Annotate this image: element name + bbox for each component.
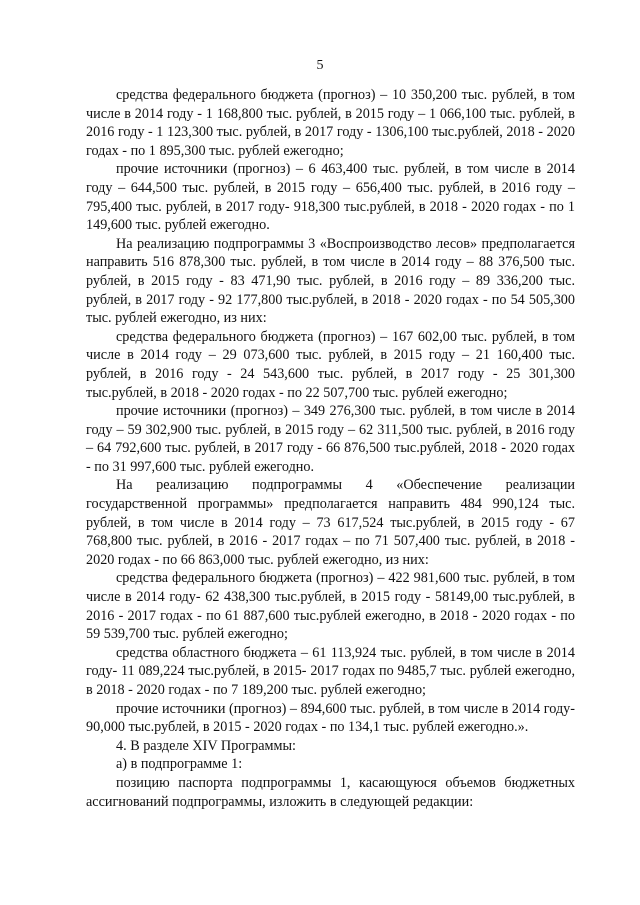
paragraph: прочие источники (прогноз) – 894,600 тыс. рублей, в том числе в 2014 году- 90,000 тыс.рублей, в 2015 - 2020 годах - по 134,1 тыс. рублей ежегодно.». [86,700,575,736]
paragraph: прочие источники (прогноз) – 6 463,400 тыс. рублей, в том числе в 2014 году – 644,500 тыс. рублей, в 2015 году – 656,400 тыс. рублей, в 2016 году – 795,400 тыс. рублей, в 2017 году- 918,300 тыс.рублей, в 2018 - 2020 годах - по 1 149,600 тыс. рублей ежегодно. [86,161,575,234]
subsection-heading: а) в подпрограмме 1: [116,756,243,773]
paragraph: На реализацию подпрограммы 4 «Обеспечение реализации государственной программы» предполагается направить 484 990,124 тыс. рублей, в том числе в 2014 году – 73 617,524 тыс.рублей, в 2015 году - 67 768,800 тыс. рублей, в 2016 - 2017 годах – по 71 507,400 тыс. рублей, в 2018 - 2020 годах - по 66 863,000 тыс. рублей ежегодно, из них: [86,477,575,568]
paragraph: На реализацию подпрограммы 3 «Воспроизводство лесов» предполагается направить 516 878,300 тыс. рублей, в том числе в 2014 году – 88 376,500 тыс. рублей, в 2015 году - 83 471,90 тыс. рублей, в 2016 году – 89 336,200 тыс. рублей, в 2017 году - 92 177,800 тыс.рублей, в 2018 - 2020 годах - по 54 505,300 тыс. рублей ежегодно, из них: [86,235,575,327]
paragraph: средства областного бюджета – 61 113,924 тыс. рублей, в том числе в 2014 году- 11 089,224 тыс.рублей, в 2015- 2017 годах по 9485,7 тыс. рублей ежегодно, в 2018 - 2020 годах - по 7 189,200 тыс. рублей ежегодно; [86,644,575,698]
paragraph: позицию паспорта подпрограммы 1, касающуюся объемов бюджетных ассигнований подпрограммы, изложить в следующей редакции: [86,774,575,810]
paragraph: прочие источники (прогноз) – 349 276,300 тыс. рублей, в том числе в 2014 году – 59 302,900 тыс. рублей, в 2015 году – 62 311,500 тыс. рублей, в 2016 году – 64 792,600 тыс. рублей, в 2017 году - 66 876,500 тыс.рублей, 2018 - 2020 годах - по 31 997,600 тыс. рублей ежегодно. [86,403,575,475]
paragraph: средства федерального бюджета (прогноз) – 10 350,200 тыс. рублей, в том числе в 2014 году - 1 168,800 тыс. рублей, в 2015 году – 1 066,100 тыс. рублей, в 2016 году - 1 123,300 тыс. рублей, в 2017 году - 1306,100 тыс.рублей, 2018 - 2020 годах - по 1 895,300 тыс. рублей ежегодно; [86,87,575,159]
paragraph: средства федерального бюджета (прогноз) – 167 602,00 тыс. рублей, в том числе в 2014 году – 29 073,600 тыс. рублей, в 2015 году – 21 160,400 тыс. рублей, в 2016 году - 24 543,600 тыс. рублей, в 2017 году - 25 301,300 тыс.рублей, в 2018 - 2020 годах - по 22 507,700 тыс. рублей ежегодно; [86,328,575,401]
page-number: 5 [316,58,324,73]
paragraph: средства федерального бюджета (прогноз) – 422 981,600 тыс. рублей, в том числе в 2014 году- 62 438,300 тыс.рублей, в 2015 году - 58149,00 тыс.рублей, в 2016 - 2017 годах - по 61 887,600 тыс.рублей ежегодно, в 2018 - 2020 годах - по 59 539,700 тыс. рублей ежегодно; [86,570,575,643]
section-heading: 4. В разделе XIV Программы: [116,737,296,754]
document-body [86,86,575,811]
